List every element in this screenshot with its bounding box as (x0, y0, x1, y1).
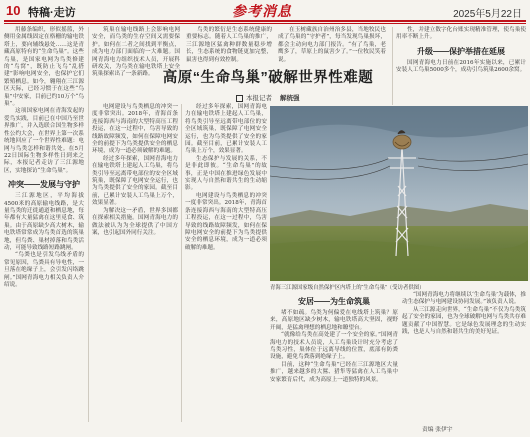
paragraph: 性，并建立数字化台账实现精准管理，使鸟巢使用率不断上升。 (396, 27, 526, 41)
photo-caption: 青海三江源国家级自然保护区内塔上的“生命鸟巢”（受访者供图） (270, 285, 425, 291)
column-1 (4, 27, 84, 422)
column-5-lower (402, 292, 526, 422)
section-title: 特稿·走访 (28, 7, 76, 19)
paragraph: 从三江源走向世界，“生命鸟巢”不仅为鸟类筑起了安全的家园，也为全球破解电网与鸟类共存难题贡献了中国智慧。它是绿色发展理念的生动实践，也是人与自然和谐共生的美好见证。 (402, 306, 526, 336)
article-headline: 高原“生命鸟巢”破解世界性难题 (162, 70, 374, 86)
paragraph: “鸟粪也是引发鸟线矛盾的常见原因，鸟粪具有导电性，一旦落在绝缘子上，会引发闪络跳闸。”国网青海电力相关负责人介绍说。 (4, 252, 84, 288)
column-divider (88, 27, 89, 422)
page-number: 10 (6, 3, 21, 18)
paragraph: “国网青海电力将继续以‘生命鸟巢’为载体，推动生态保护与电网建设协同发展。”该负责人说。 (402, 292, 526, 306)
column-divider (181, 104, 182, 422)
column-5 (396, 27, 526, 105)
tower-photo (270, 106, 528, 281)
paragraph: 在玉树藏族自治州治多县，当地牧民也成了鸟巢的“守护者”，每当发现鸟巢损坏，都会主动向电力部门报告。“有了鸟巢，老鹰多了，草原上的鼠害少了。”一位牧民笑着说。 (278, 27, 386, 63)
paragraph: 鸟类的繁衍是生态系统健康的重要标志。随着人工鸟巢的推广，三江源地区猛禽种群数量稳步增长，生态系统的食物链更加完整，鼠害也得到有效控制。 (186, 27, 272, 63)
paragraph: 这项国家电网在青海发起的爱鸟实践，目前已在中国乃至世界推广，并入选联合国生物多样性公约大会，在世界上第一次系统地回应了一个世界性难题：电网与鸟类怎样和谐共处。在5月22日国际生物多样性日到来之际，本报记者走访了三江源地区，实地探访“生命鸟巢”。 (4, 108, 84, 174)
newspaper-logo: 参考消息 (232, 4, 292, 20)
paragraph: 用藤条编织，形似摇篮，外侧用金属线固定在格栅的输电铁塔上，要向辅线悬处……这是青藏高原特有的“生命鸟巢”。这些鸟巢，是国家电网为鸟类修建的“鸟窝”，既防止飞鸟“乱搭建”影响电网安全，也保护它们繁殖栖息。如今，翱翔在三江源区天际，已经习惯于在这些“鸟巢”中安家，目前已约10万个“鸟巢”。 (4, 27, 84, 108)
page-header (0, 0, 530, 20)
byline (236, 93, 300, 102)
header-rule (4, 20, 526, 22)
byline-label: 本报记者 (246, 95, 272, 102)
paragraph: 电网建设与鸟类栖息的冲突一度非常突出。2018年，青海首条连接海西与海南的大型特高压工程投运，在这一过程中，鸟害导致的线路故障频发，如何在保障电网安全的前提下为鸟类提供安全的栖息环境，成为一道必须破解的难题。 (92, 104, 178, 155)
issue-date: 2025年5月22日 (453, 9, 522, 20)
column-3 (185, 104, 267, 422)
byline-name: 解统强 (280, 95, 300, 102)
paragraph: 三江源地区，平均海拔4500米的高原输电线路，是大量鸟类的迁徙通道和栖息地，每年都有大量猛禽在这里觅食、筑巢。由于高原缺少高大树木，输电铁塔常常成为鸟类首选的筑巢地，但鸟粪、巢材掉落和鸟类活动，可能导致线路短路跳闸。 (4, 193, 84, 251)
paragraph: 经过多年探索，国网青海电力在输电铁塔上建起人工鸟巢，将鸟类引导至远离带电部位的安全区域筑巢，既保障了电网安全运行，也为鸟类提供了安全的家园。截至目前，已累计安装人工鸟巢上万个，效果显著。 (92, 155, 178, 207)
paragraph: 国网青海电力日前在2016年实施以来，已累计安装人工鸟巢5000多个，成功引鸟筑巢2600余窝。 (396, 59, 526, 74)
paragraph: “就像给鸟类在高处建了一个安全的家。”国网青海电力的技术人员说，人工鸟巢设计时充分考虑了鸟类习性，巢体位于远离导线的位置，底部有防粪设施，避免鸟粪落到绝缘子上。 (270, 332, 398, 361)
square-icon (236, 95, 243, 102)
column-3-top (186, 27, 272, 61)
paragraph: 生态保护与发展的关系，不是非此即彼。“生命鸟巢”的故事，正是中国在推进绿色发展中实现人与自然和谐共生的生动缩影。 (185, 155, 267, 192)
tower-photo-graphic (270, 106, 528, 281)
paragraph: 目前，这种“生命鸟巢”已经在三江源地区大量推广，越来越多的大鵟、猎隼等猛禽在人工鸟巢中安家繁育后代，成为高原上一道独特的风景。 (270, 361, 398, 383)
paragraph: 筑巢在输电线路上会影响电网安全，而鸟类的生存空间又需要保护。如何在二者之间找到平衡点，成为电力部门面临的一大难题。国网青海电力组织技术人员，开展科研攻关，为鸟类在输电铁塔上安全筑巢探索出了一条新路。 (92, 27, 180, 78)
subhead-conflict: 冲突——发展与守护 (8, 180, 80, 190)
column-2 (92, 104, 178, 422)
column-divider (392, 27, 393, 105)
paragraph: 堵不如疏。鸟类为何偏爱在电线塔上筑巢？原来，高原地区缺少树木，输电铁塔高大坚固，视野开阔，是猛禽理想的栖息地和瞭望台。 (270, 310, 398, 331)
column-4 (270, 292, 398, 422)
paragraph: 电网建设与鸟类栖息的冲突一度非常突出。2018年，青海首条连接海西与海南的大型特高压工程投运，在这一过程中，鸟害导致的线路故障频发，如何在保障电网安全的前提下为鸟类提供安全的栖息环境，成为一道必须破解的难题。 (185, 192, 267, 251)
header-rule-thin (4, 23, 526, 24)
column-4-top (278, 27, 386, 61)
subhead-upgrade: 升级——保护举措在延展 (417, 46, 505, 56)
paragraph: 经过多年探索，国网青海电力在输电铁塔上建起人工鸟巢，将鸟类引导至远离带电部位的安全区域筑巢，既保障了电网安全运行，也为鸟类提供了安全的家园。截至目前，已累计安装人工鸟巢上万个，效果显著。 (185, 104, 267, 155)
editor-credit: 责编 张伊宇 (422, 427, 453, 433)
paragraph: 为解决这一矛盾，世界多国都在探索相关措施。国网青海电力的做法被认为为全球提供了中国方案，也引起国外同行关注。 (92, 207, 178, 236)
subhead-safety: 安居——为生命筑巢 (298, 297, 370, 306)
column-2-top (92, 27, 180, 78)
